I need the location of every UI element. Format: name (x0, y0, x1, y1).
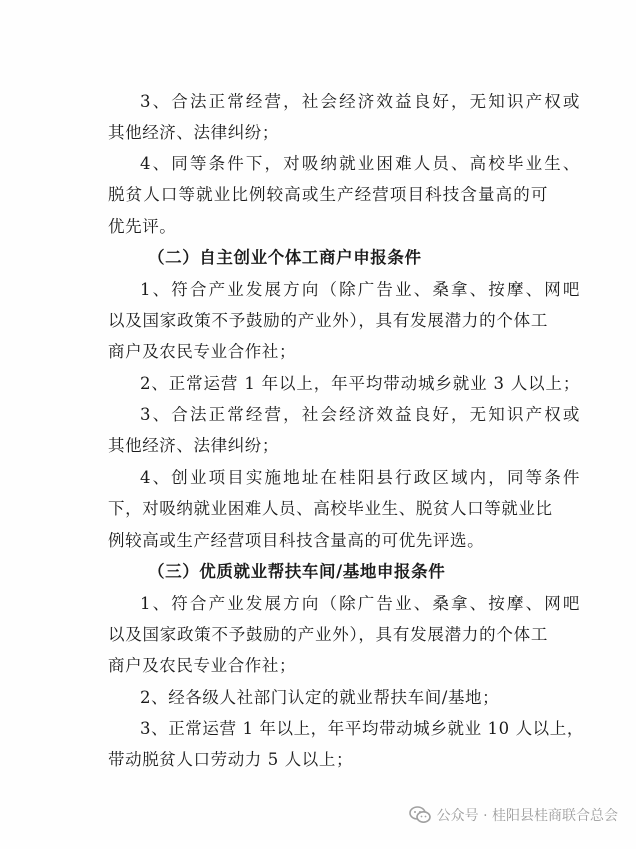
account-watermark (409, 805, 618, 825)
paragraph-line: 脱贫人口等就业比例较高或生产经营项目科技含量高的可 (108, 185, 548, 204)
paragraph-line: 2、经各级人社部门认定的就业帮扶车间/基地； (140, 688, 500, 707)
paragraph-line: 商户及农民专业合作社； (108, 342, 297, 361)
paragraph-line: 3、合法正常经营，社会经济效益良好，无知识产权或 (140, 405, 580, 424)
paragraph-line: 以及国家政策不予鼓励的产业外），具有发展潜力的个体工 (108, 625, 548, 644)
section-heading: （二）自主创业个体工商户申报条件 (148, 248, 422, 267)
paragraph-line: 例较高或生产经营项目科技含量高的可优先评选。 (108, 531, 485, 550)
paragraph-line: 其他经济、法律纠纷； (108, 436, 279, 455)
watermark-text: 公众号 · 桂阳县桂商联合总会 (436, 808, 618, 824)
section-heading: （三）优质就业帮扶车间/基地申报条件 (148, 562, 446, 581)
paragraph-line: 下，对吸纳就业困难人员、高校毕业生、脱贫人口等就业比 (108, 499, 553, 518)
paragraph-line: 优先评。 (108, 217, 177, 236)
paragraph-line: 1、符合产业发展方向（除广告业、桑拿、按摩、网吧 (140, 280, 580, 299)
paragraph-line: 带动脱贫人口劳动力 5 人以上； (108, 750, 354, 769)
paragraph-line: 4、创业项目实施地址在桂阳县行政区域内，同等条件 (140, 468, 580, 487)
paragraph-line: 3、合法正常经营，社会经济效益良好，无知识产权或 (140, 92, 580, 111)
paragraph-line: 其他经济、法律纠纷； (108, 123, 279, 142)
paragraph-line: 2、正常运营 1 年以上，年平均带动城乡就业 3 人以上； (140, 374, 580, 393)
wechat-icon (409, 806, 431, 824)
paragraph-line: 3、正常运营 1 年以上，年平均带动城乡就业 10 人以上， (140, 719, 584, 738)
paragraph-line: 4、同等条件下，对吸纳就业困难人员、高校毕业生、 (140, 154, 580, 173)
paragraph-line: 商户及农民专业合作社； (108, 656, 297, 675)
paragraph-line: 以及国家政策不予鼓励的产业外），具有发展潜力的个体工 (108, 311, 548, 330)
paragraph-line: 1、符合产业发展方向（除广告业、桑拿、按摩、网吧 (140, 594, 580, 613)
